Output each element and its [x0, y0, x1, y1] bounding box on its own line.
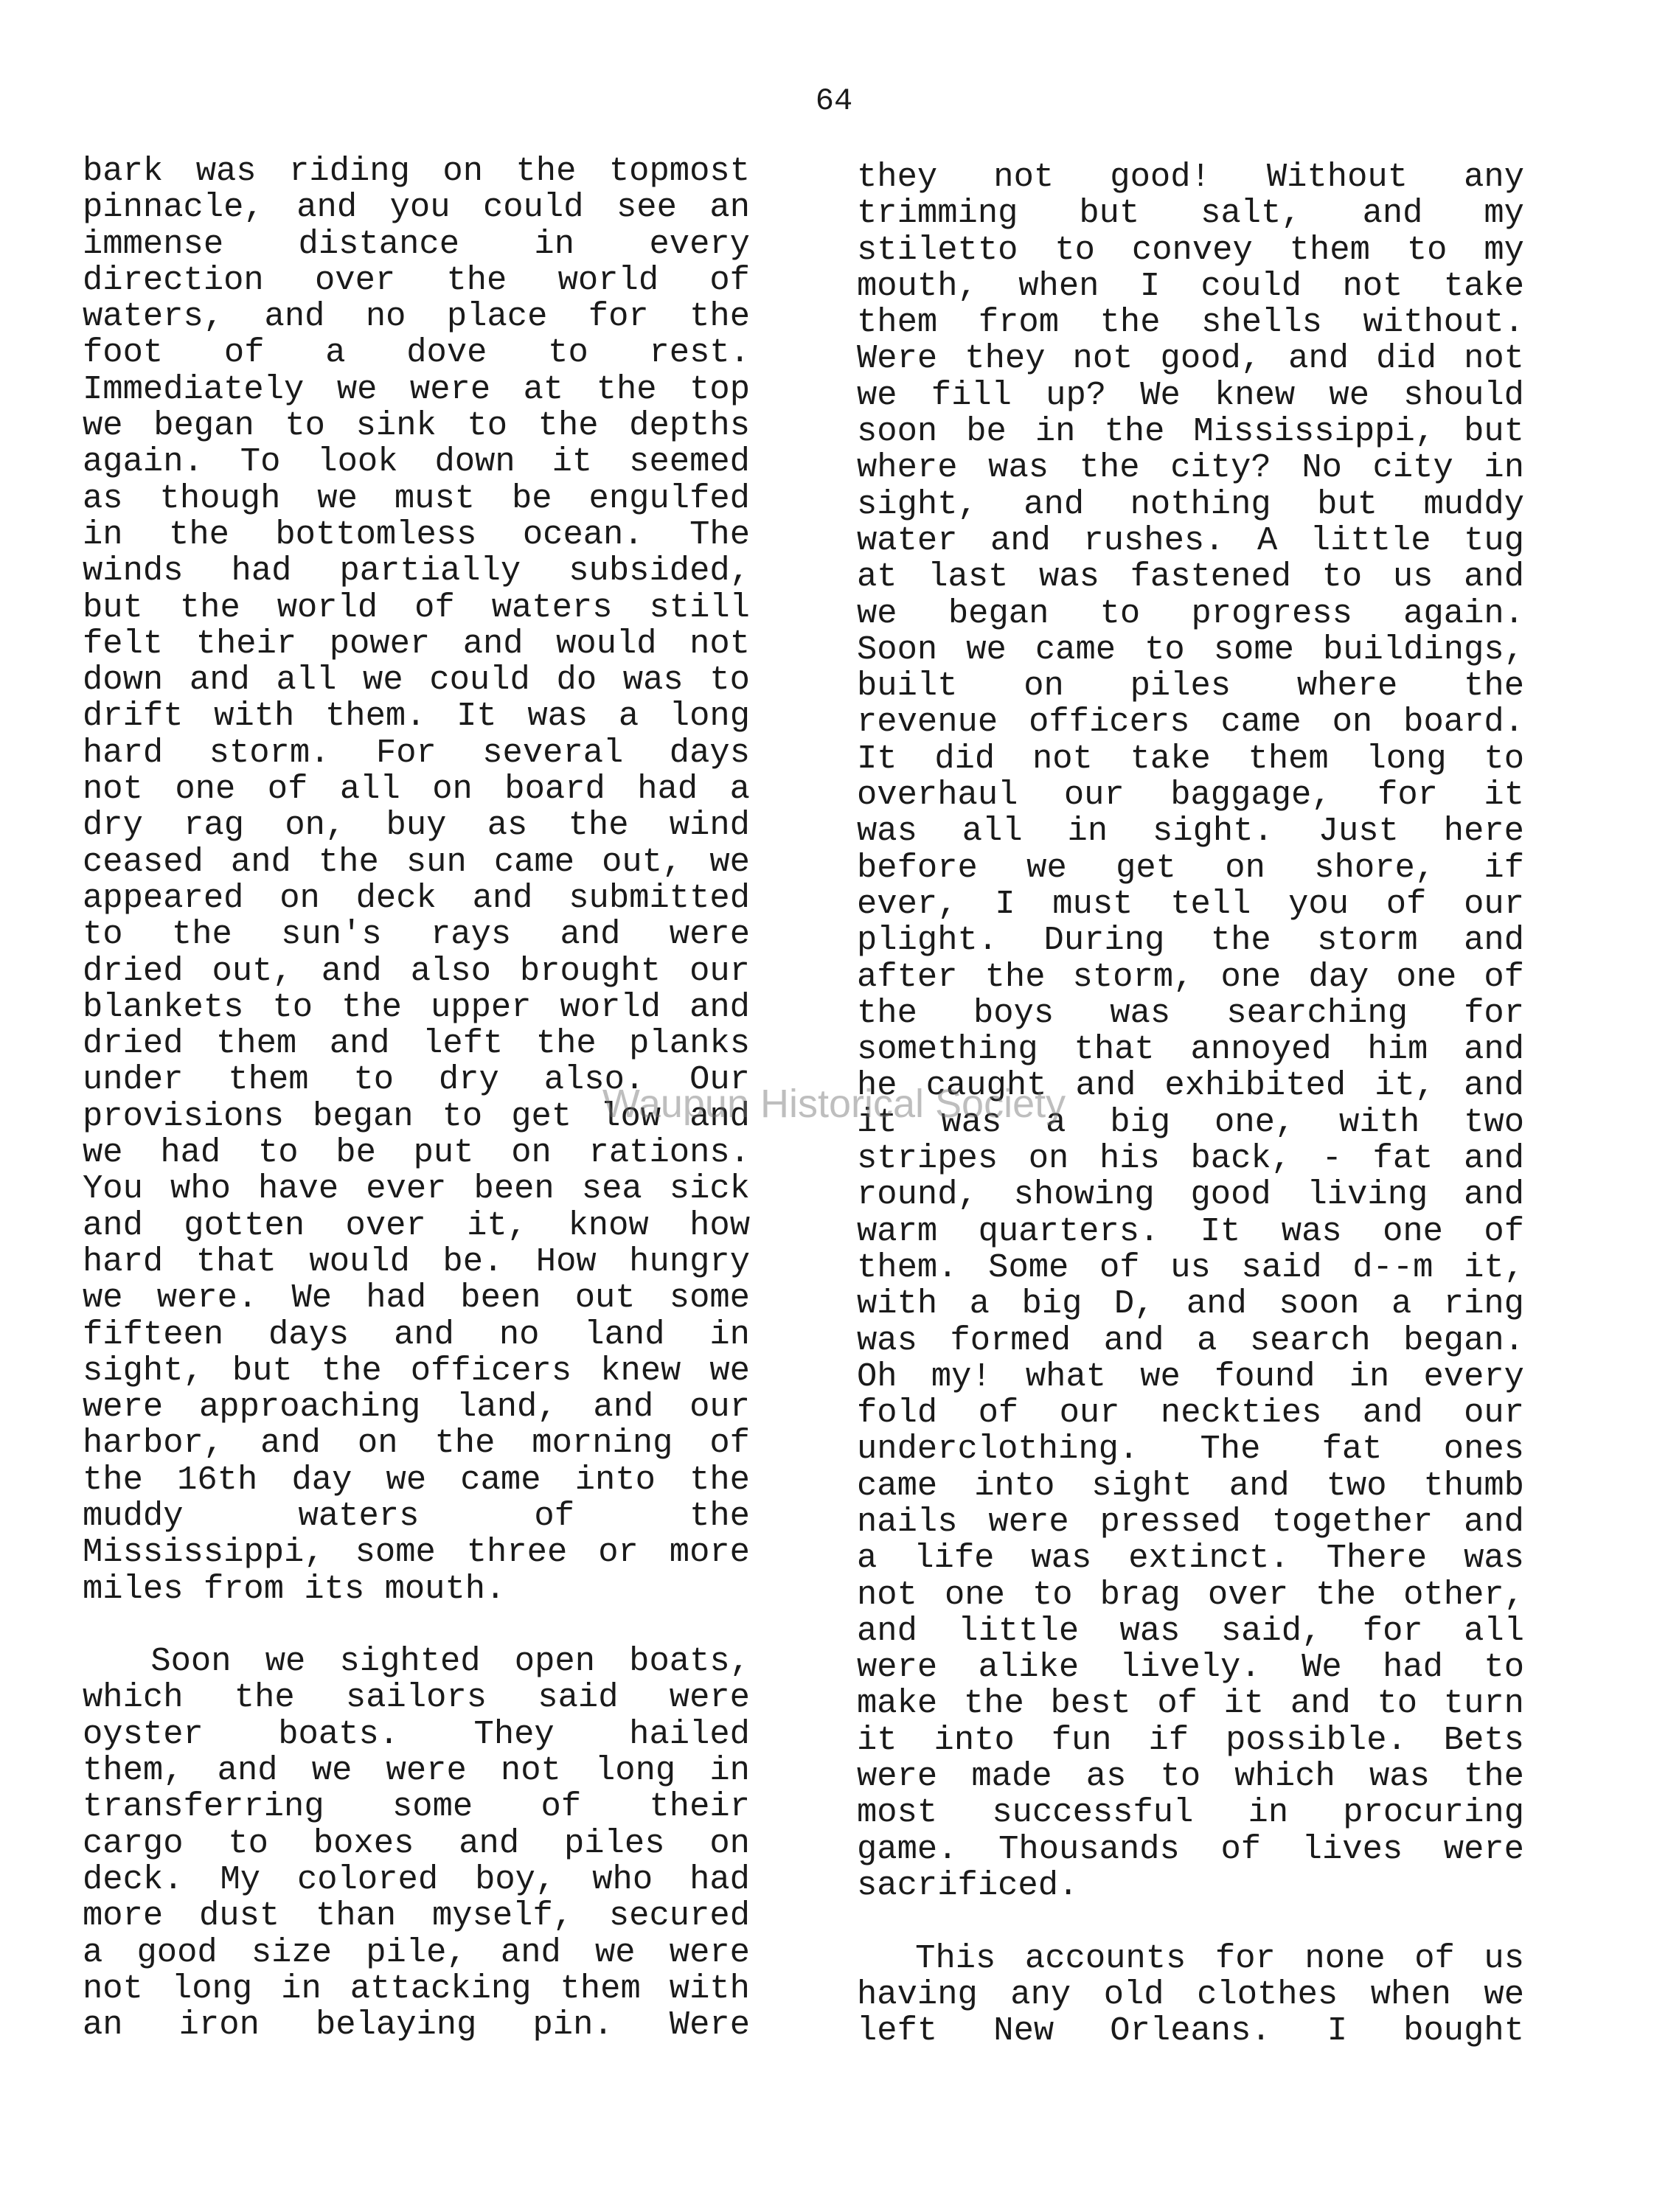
text-line: where was the city? No city in	[857, 448, 1524, 487]
text-line: were alike lively. We had to	[857, 1648, 1524, 1687]
text-line: deck. My colored boy, who had	[83, 1860, 750, 1899]
text-line: we began to sink to the depths	[83, 406, 750, 445]
text-line: drift with them. It was a long	[83, 697, 750, 736]
page-number: 64	[815, 83, 853, 119]
text-line: appeared on deck and submitted	[83, 878, 750, 917]
text-line: but the world of waters still	[83, 588, 750, 627]
text-line: bark was riding on the topmost	[83, 152, 750, 190]
text-line: having any old clothes when we	[857, 1975, 1524, 2014]
text-line: was all in sight. Just here	[857, 812, 1524, 851]
text-line: Soon we came to some buildings,	[857, 630, 1524, 669]
text-line: blankets to the upper world and	[83, 987, 750, 1026]
text-line: soon be in the Mississippi, but	[857, 412, 1524, 451]
text-line: sight, but the officers knew we	[83, 1351, 750, 1390]
text-line: game. Thousands of lives were	[857, 1829, 1524, 1868]
text-line: them. Some of us said d--m it,	[857, 1248, 1524, 1287]
text-line: trimming but salt, and my	[857, 194, 1524, 233]
text-line: and little was said, for all	[857, 1611, 1524, 1650]
text-line: under them to dry also. Our	[83, 1060, 750, 1099]
text-line: built on piles where the	[857, 667, 1524, 706]
text-line: most successful in procuring	[857, 1793, 1524, 1832]
text-line: dry rag on, buy as the wind	[83, 806, 750, 845]
text-line: fold of our neckties and our	[857, 1394, 1524, 1433]
text-line: left New Orleans. I bought	[857, 2011, 1524, 2051]
text-line: fifteen days and no land in	[83, 1315, 750, 1354]
text-line: You who have ever been sea sick	[83, 1169, 750, 1208]
text-line: nails were pressed together and	[857, 1502, 1524, 1541]
text-line: ever, I must tell you of our	[857, 884, 1524, 923]
text-line: Immediately we were at the top	[83, 369, 750, 408]
text-line: hard that would be. How hungry	[83, 1242, 750, 1281]
text-line	[857, 1904, 1524, 1940]
text-line: with a big D, and soon a ring	[857, 1284, 1524, 1324]
text-line: we fill up? We knew we should	[857, 375, 1524, 414]
text-line: oyster boats. They hailed	[83, 1714, 750, 1753]
text-line: we began to progress again.	[857, 594, 1524, 633]
left-text-column	[83, 153, 750, 2043]
text-line: stripes on his back, - fat and	[857, 1139, 1524, 1178]
text-line: more dust than myself, secured	[83, 1896, 750, 1935]
text-line: them from the shells without.	[857, 303, 1524, 342]
text-line: Mississippi, some three or more	[83, 1533, 750, 1572]
text-line: sight, and nothing but muddy	[857, 484, 1524, 524]
text-line: immense distance in every	[83, 224, 750, 263]
text-line: it was a big one, with two	[857, 1102, 1524, 1141]
text-line: after the storm, one day one of	[857, 957, 1524, 996]
text-line: Soon we sighted open boats,	[83, 1642, 750, 1681]
text-line: came into sight and two thumb	[857, 1466, 1524, 1505]
text-line: round, showing good living and	[857, 1175, 1524, 1214]
text-line: he caught and exhibited it, and	[857, 1066, 1524, 1105]
text-line: not one to brag over the other,	[857, 1575, 1524, 1614]
text-line: to the sun's rays and were	[83, 915, 750, 954]
text-line: them, and we were not long in	[83, 1751, 750, 1790]
text-line: Oh my! what we found in every	[857, 1357, 1524, 1396]
text-line: at last was fastened to us and	[857, 557, 1524, 597]
text-line: revenue officers came on board.	[857, 703, 1524, 742]
text-line: as though we must be engulfed	[83, 479, 750, 518]
text-line: warm quarters. It was one of	[857, 1211, 1524, 1251]
text-line: This accounts for none of us	[857, 1938, 1524, 1978]
text-line: in the bottomless ocean. The	[83, 515, 750, 554]
text-line: water and rushes. A little tug	[857, 521, 1524, 560]
text-line: we were. We had been out some	[83, 1279, 750, 1318]
text-line: plight. During the storm and	[857, 921, 1524, 960]
text-line: not one of all on board had a	[83, 770, 750, 809]
text-line: muddy waters of the	[83, 1496, 750, 1535]
watermark: Waupun Historical Society	[602, 1082, 1066, 1126]
text-line: direction over the world of	[83, 260, 750, 299]
text-line: were approaching land, and our	[83, 1388, 750, 1427]
text-line: provisions began to get low and	[83, 1096, 750, 1135]
text-line: Were they not good, and did not	[857, 339, 1524, 378]
text-line: they not good! Without any	[857, 158, 1524, 196]
text-line: not long in attacking them with	[83, 1969, 750, 2008]
text-line: sacrificed.	[857, 1865, 1079, 1905]
text-line: miles from its mouth.	[83, 1569, 506, 1608]
text-line: before we get on shore, if	[857, 848, 1524, 887]
text-line: down and all we could do was to	[83, 661, 750, 700]
text-line: dried them and left the planks	[83, 1024, 750, 1063]
text-line: and gotten over it, know how	[83, 1206, 750, 1245]
text-line: we had to be put on rations.	[83, 1133, 750, 1172]
text-line: the boys was searching for	[857, 993, 1524, 1032]
text-line: harbor, and on the morning of	[83, 1424, 750, 1463]
text-line: a good size pile, and we were	[83, 1933, 750, 1972]
text-line: ceased and the sun came out, we	[83, 842, 750, 881]
text-line: winds had partially subsided,	[83, 552, 750, 591]
text-line: were made as to which was the	[857, 1757, 1524, 1796]
text-line: It did not take them long to	[857, 739, 1524, 778]
text-line: something that annoyed him and	[857, 1030, 1524, 1069]
text-line: overhaul our baggage, for it	[857, 776, 1524, 815]
text-line: the 16th day we came into the	[83, 1460, 750, 1499]
text-line: an iron belaying pin. Were	[83, 2006, 750, 2045]
text-line: cargo to boxes and piles on	[83, 1823, 750, 1863]
text-line: a life was extinct. There was	[857, 1539, 1524, 1578]
text-line: again. To look down it seemed	[83, 442, 750, 481]
text-line: underclothing. The fat ones	[857, 1430, 1524, 1469]
text-line: make the best of it and to turn	[857, 1684, 1524, 1723]
text-line: dried out, and also brought our	[83, 951, 750, 990]
text-line: foot of a dove to rest.	[83, 333, 750, 372]
text-line: waters, and no place for the	[83, 297, 750, 336]
text-line: pinnacle, and you could see an	[83, 188, 750, 227]
text-line: felt their power and would not	[83, 624, 750, 663]
text-line: mouth, when I could not take	[857, 266, 1524, 305]
text-line: transferring some of their	[83, 1787, 750, 1826]
right-text-column	[857, 159, 1524, 2049]
text-line	[83, 1607, 750, 1644]
text-line: stiletto to convey them to my	[857, 230, 1524, 269]
text-line: which the sailors said were	[83, 1678, 750, 1717]
text-line: hard storm. For several days	[83, 733, 750, 772]
text-line: was formed and a search began.	[857, 1321, 1524, 1360]
text-line: it into fun if possible. Bets	[857, 1720, 1524, 1759]
